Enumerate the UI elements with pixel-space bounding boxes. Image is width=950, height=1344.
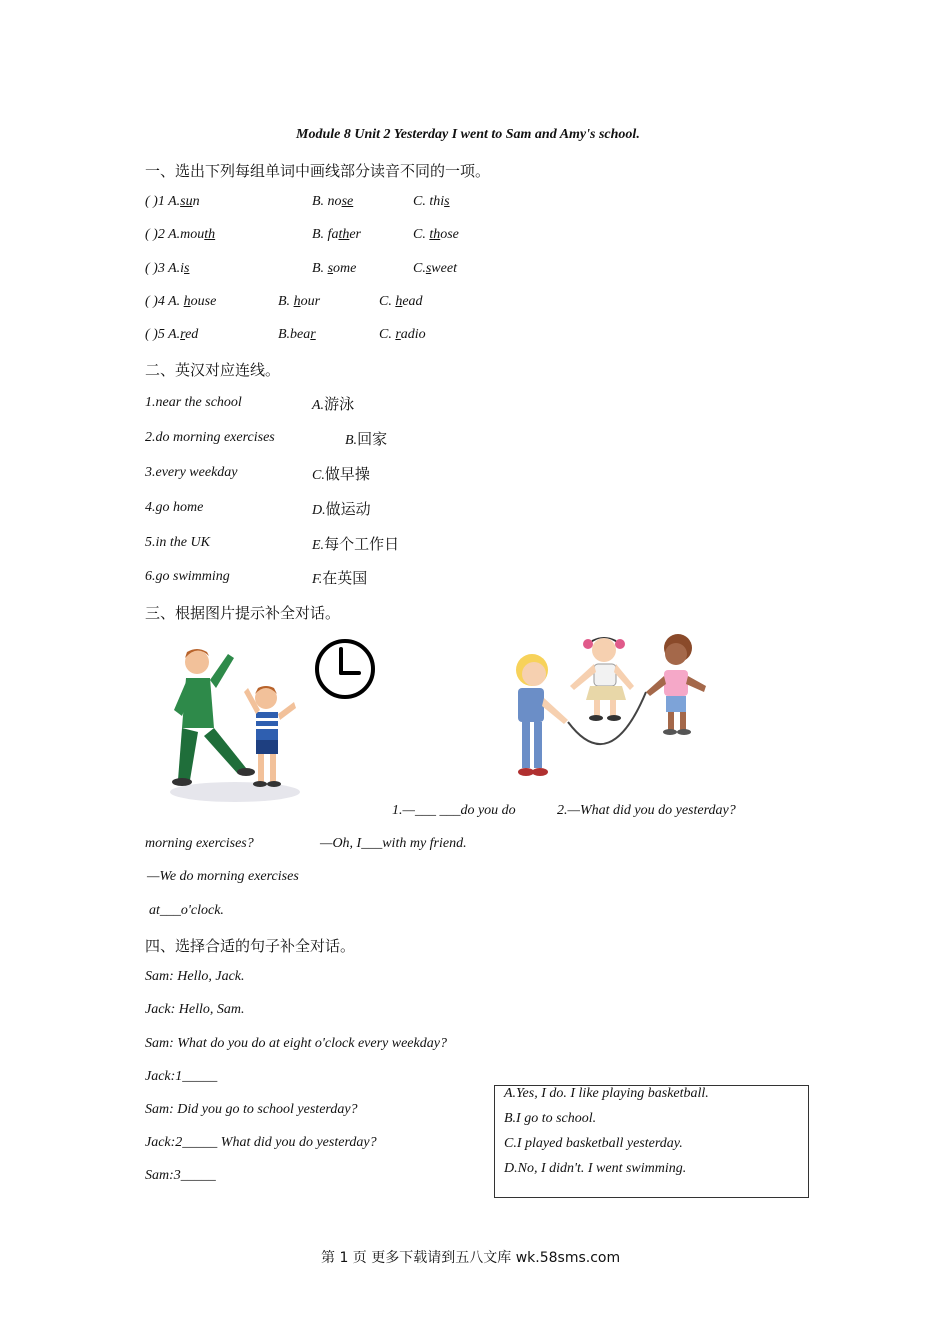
underlined-part: s [444,194,450,209]
phonics-row-3-option-a [145,261,189,277]
dialogue-line-4: Jack:1_____ [145,1069,218,1084]
match-left-6: 6.go swimming [145,569,230,584]
q1-line3: —We do morning exercises [147,869,299,884]
match-right-e: E.每个工作日 [312,535,400,553]
phonics-row-4-option-b [278,294,320,310]
row-number: ( )3 A. [145,261,181,276]
option-c: C.I played basketball yesterday. [504,1136,683,1151]
option-d: D.No, I didn't. I went swimming. [504,1161,687,1176]
section1-heading: 一、选出下列每组单词中画线部分读音不同的一项。 [145,162,491,180]
section2-heading: 二、英汉对应连线。 [145,361,281,379]
word-part: weet [431,261,457,276]
option-a: A.Yes, I do. I like playing basketball. [504,1086,709,1101]
word-part: B. no [312,194,342,209]
match-left-1: 1.near the school [145,395,242,410]
dialogue-line-3: Sam: What do you do at eight o'clock every weekday? [145,1036,447,1051]
dialogue-line-2: Jack: Hello, Sam. [145,1002,245,1017]
dialogue-line-5: Sam: Did you go to school yesterday? [145,1102,358,1117]
phonics-row-2-option-c [413,227,459,243]
phonics-row-2-option-b [312,227,361,243]
word-part: ose [440,227,459,242]
word-part: C. [379,294,396,309]
q2-line1: 2.—What did you do yesterday? [557,803,736,818]
underlined-part: s [184,261,190,276]
jumping-rope-illustration [500,628,715,783]
underlined-part: su [180,194,193,209]
word-part: B. [278,294,294,309]
match-right-c: C.做早操 [312,465,370,483]
word-part: C. [413,261,426,276]
q1-line4: at___o'clock. [149,903,224,918]
row-number: ( )2 A. [145,227,181,242]
underlined-part: h [183,294,191,309]
word-part: ed [185,327,199,342]
dialogue-line-7: Sam:3_____ [145,1168,216,1183]
word-part: C. [379,327,396,342]
word-part: er [349,227,362,242]
page-title: Module 8 Unit 2 Yesterday I went to Sam and Amy's school. [296,127,640,142]
underlined-part: se [341,194,354,209]
word-part: i [180,261,185,276]
underlined-part: s [425,261,432,276]
phonics-row-4-option-c [379,294,423,310]
underlined-part: r [180,327,186,342]
match-right-d: D.做运动 [312,500,371,518]
word-part: ouse [190,294,217,309]
match-left-5: 5.in the UK [145,535,210,550]
word-part: ome [333,261,357,276]
row-number: ( )1 A. [145,194,181,209]
phonics-row-1-option-a [145,194,200,210]
word-part: ead [402,294,423,309]
q2-line2: —Oh, I___with my friend. [320,836,467,851]
dialogue-line-1: Sam: Hello, Jack. [145,969,245,984]
match-left-4: 4.go home [145,500,204,515]
morning-exercises-illustration [160,640,310,805]
clock-icon [313,637,377,701]
word-part: adio [400,327,426,342]
match-right-f: F.在英国 [312,569,368,587]
phonics-row-4-option-a [145,294,216,310]
phonics-row-1-option-c [413,194,450,210]
row-number: ( )5 A. [145,327,181,342]
underlined-part: th [429,227,441,242]
phonics-row-3-option-c [413,261,457,277]
phonics-row-2-option-a [145,227,215,243]
word-part: our [300,294,321,309]
underlined-part: r [395,327,401,342]
word-part: C. [413,227,430,242]
phonics-row-5-option-c [379,327,426,343]
word-part: C. thi [413,194,445,209]
underlined-part: h [293,294,301,309]
dialogue-line-6: Jack:2_____ What did you do yesterday? [145,1135,377,1150]
word-part: mou [180,227,205,242]
section3-heading: 三、根据图片提示补全对话。 [145,604,341,622]
underlined-part: h [395,294,403,309]
q1-line2: morning exercises? [145,836,254,851]
row-number: ( )4 A. [145,294,184,309]
word-part: B.bea [278,327,311,342]
match-right-b: B.回家 [345,430,388,448]
underlined-part: th [338,227,350,242]
underlined-part: r [310,327,316,342]
word-part: B. fa [312,227,339,242]
underlined-part: th [204,227,216,242]
match-left-3: 3.every weekday [145,465,238,480]
phonics-row-1-option-b [312,194,353,210]
word-part: n [192,194,200,209]
phonics-row-5-option-b [278,327,316,343]
match-left-2: 2.do morning exercises [145,430,275,445]
section4-heading: 四、选择合适的句子补全对话。 [145,937,356,955]
q1-line1: 1.—___ ___do you do [392,803,516,818]
page-footer: 第 1 页 更多下载请到五八文库 wk.58sms.com [321,1250,621,1266]
option-b: B.I go to school. [504,1111,597,1126]
phonics-row-5-option-a [145,327,198,343]
word-part: B. [312,261,328,276]
underlined-part: s [327,261,334,276]
phonics-row-3-option-b [312,261,356,277]
match-right-a: A.游泳 [312,395,355,413]
